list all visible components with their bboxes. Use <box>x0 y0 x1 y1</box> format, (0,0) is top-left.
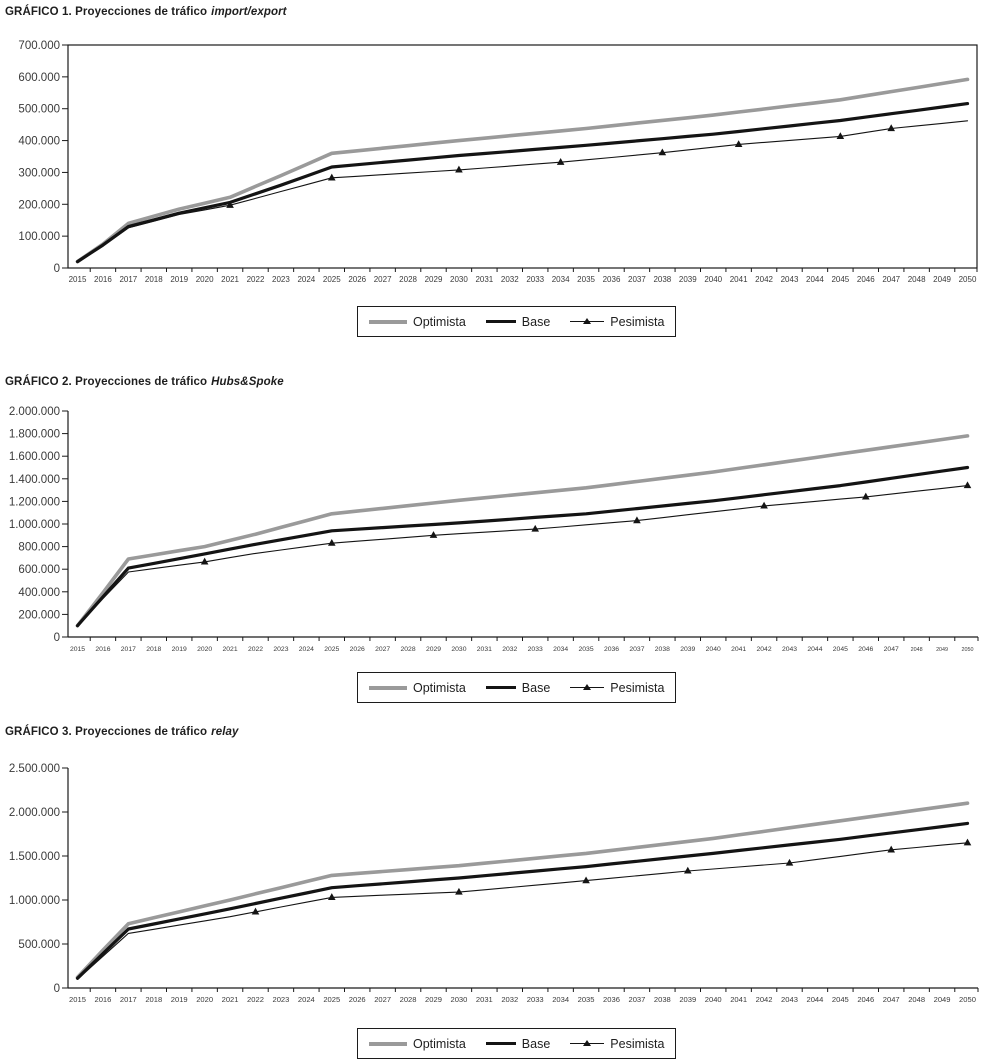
legend-item-pesimista <box>570 315 664 329</box>
pesimista-line-sample <box>570 321 604 322</box>
base-line-sample <box>486 320 516 324</box>
x-tick-label: 2038 <box>653 275 672 284</box>
x-tick-label: 2025 <box>322 275 341 284</box>
x-tick-label: 2018 <box>146 646 162 653</box>
x-tick-label: 2019 <box>170 275 189 284</box>
x-tick-label: 2026 <box>349 646 365 653</box>
legend-item-pesimista <box>570 681 664 695</box>
y-tick-label: 1.000.000 <box>8 895 60 907</box>
chart-3-plot <box>9 763 978 1004</box>
legend-item-base <box>486 1037 551 1051</box>
x-tick-label: 2046 <box>856 275 875 284</box>
x-tick-label: 2047 <box>882 995 900 1004</box>
x-tick-label: 2040 <box>704 275 723 284</box>
x-tick-label: 2048 <box>907 275 926 284</box>
triangle-marker-icon <box>583 684 591 690</box>
y-tick-label: 800.000 <box>18 541 60 554</box>
base-line-sample <box>486 1042 516 1046</box>
y-tick-label: 0 <box>53 983 60 995</box>
x-tick-label: 2035 <box>577 275 595 284</box>
x-tick-label: 2042 <box>756 646 772 653</box>
legend-label-pesimista: Pesimista <box>610 314 665 329</box>
x-tick-label: 2016 <box>94 275 112 284</box>
optimista-line-sample <box>369 320 407 324</box>
legend-item-pesimista <box>570 1037 664 1051</box>
x-tick-label: 2027 <box>375 646 391 653</box>
y-tick-label: 0 <box>53 263 60 275</box>
y-tick-label: 1.800.000 <box>8 428 60 441</box>
y-tick-label: 1.200.000 <box>8 496 60 509</box>
x-tick-label: 2015 <box>69 995 86 1004</box>
y-tick-label: 400.000 <box>18 586 60 599</box>
x-tick-label: 2033 <box>526 995 544 1004</box>
x-tick-label: 2026 <box>348 275 367 284</box>
x-tick-label: 2049 <box>936 647 949 653</box>
x-tick-label: 2033 <box>527 646 543 653</box>
y-tick-label: 1.400.000 <box>8 473 60 486</box>
x-tick-label: 2030 <box>450 275 468 284</box>
x-tick-label: 2024 <box>298 646 314 653</box>
x-tick-label: 2043 <box>780 275 799 284</box>
y-tick-label: 200.000 <box>18 199 60 212</box>
x-tick-label: 2030 <box>451 646 467 653</box>
x-tick-label: 2043 <box>781 646 798 653</box>
x-tick-label: 2049 <box>933 995 951 1004</box>
x-tick-label: 2034 <box>551 275 570 284</box>
chart-3-title-italic: relay <box>211 726 239 738</box>
legend-item-base <box>486 681 551 695</box>
x-tick-label: 2042 <box>755 275 773 284</box>
x-tick-label: 2022 <box>246 275 265 284</box>
x-tick-label: 2041 <box>730 995 748 1004</box>
x-tick-label: 2037 <box>629 646 645 653</box>
x-tick-label: 2049 <box>933 275 951 284</box>
optimista-line-sample <box>369 686 407 690</box>
legend-label-pesimista: Pesimista <box>610 1036 665 1051</box>
x-tick-label: 2024 <box>297 995 315 1004</box>
legend-label-optimista: Optimista <box>413 1036 466 1051</box>
x-tick-label: 2036 <box>602 275 621 284</box>
x-tick-label: 2048 <box>910 647 923 653</box>
x-tick-label: 2033 <box>526 275 545 284</box>
series-line-optimista <box>78 79 968 261</box>
x-tick-label: 2027 <box>374 995 392 1004</box>
x-tick-label: 2044 <box>807 646 823 653</box>
chart-3-title <box>5 726 239 738</box>
x-tick-label: 2032 <box>502 646 518 653</box>
x-tick-label: 2029 <box>425 646 442 653</box>
x-tick-label: 2018 <box>145 995 163 1004</box>
x-tick-label: 2032 <box>501 995 519 1004</box>
x-tick-label: 2020 <box>196 995 214 1004</box>
x-tick-label: 2017 <box>119 275 138 284</box>
y-tick-label: 2.500.000 <box>8 763 60 775</box>
legend-item-optimista <box>369 1037 466 1051</box>
x-tick-label: 2017 <box>120 646 136 653</box>
x-tick-label: 2035 <box>578 646 594 653</box>
y-axis <box>9 763 68 995</box>
y-tick-label: 600.000 <box>18 564 60 577</box>
chart-2-plot <box>9 406 978 653</box>
x-axis <box>69 988 978 1004</box>
triangle-marker-icon <box>583 1040 591 1046</box>
x-tick-label: 2039 <box>678 275 697 284</box>
legend-label-base: Base <box>521 1036 551 1051</box>
y-tick-label: 500.000 <box>18 939 60 951</box>
x-tick-label: 2020 <box>195 275 214 284</box>
x-tick-label: 2039 <box>679 995 697 1004</box>
x-tick-label: 2021 <box>221 275 239 284</box>
chart-1-title-text: GRÁFICO 1. Proyecciones de tráfico <box>5 6 208 18</box>
x-tick-label: 2028 <box>399 275 417 284</box>
x-tick-label: 2025 <box>323 995 341 1004</box>
legend-item-optimista <box>369 315 466 329</box>
x-tick-label: 2038 <box>654 646 670 653</box>
legend-item-optimista <box>369 681 466 695</box>
x-axis <box>70 637 978 653</box>
x-tick-label: 2021 <box>222 646 238 653</box>
x-tick-label: 2047 <box>883 646 899 653</box>
x-tick-label: 2022 <box>247 995 264 1004</box>
legend-label-base: Base <box>521 314 551 329</box>
x-tick-label: 2048 <box>908 995 926 1004</box>
x-tick-label: 2029 <box>424 275 443 284</box>
x-tick-label: 2038 <box>653 995 671 1004</box>
triangle-marker-icon <box>583 318 591 324</box>
x-tick-label: 2039 <box>680 646 696 653</box>
x-tick-label: 2050 <box>959 995 976 1004</box>
y-tick-label: 0 <box>53 632 60 644</box>
x-tick-label: 2037 <box>628 275 646 284</box>
y-tick-label: 500.000 <box>18 103 60 116</box>
x-tick-label: 2050 <box>958 275 977 284</box>
chart-3-legend <box>357 1028 676 1059</box>
series-markers-pesimista <box>226 124 895 208</box>
x-tick-label: 2036 <box>603 995 620 1004</box>
x-tick-label: 2045 <box>831 275 850 284</box>
x-tick-label: 2031 <box>475 275 494 284</box>
x-tick-label: 2040 <box>704 995 722 1004</box>
legend-label-optimista: Optimista <box>413 314 466 329</box>
y-tick-label: 2.000.000 <box>8 406 60 418</box>
pesimista-line-sample <box>570 687 604 688</box>
x-tick-label: 2024 <box>297 275 316 284</box>
y-tick-label: 1.500.000 <box>8 851 60 863</box>
legend-label-base: Base <box>521 680 551 695</box>
x-tick-label: 2043 <box>781 995 798 1004</box>
x-tick-label: 2019 <box>171 646 187 653</box>
legend-label-pesimista: Pesimista <box>610 680 665 695</box>
series-line-pesimista <box>78 486 968 626</box>
chart-1-title <box>5 6 287 18</box>
pesimista-line-sample <box>570 1043 604 1044</box>
x-tick-label: 2041 <box>731 646 747 653</box>
chart-2-legend <box>357 672 676 703</box>
x-tick-label: 2016 <box>94 995 112 1004</box>
x-axis <box>69 268 977 284</box>
chart-2-title <box>5 376 284 388</box>
x-tick-label: 2046 <box>857 995 875 1004</box>
x-tick-label: 2046 <box>858 646 874 653</box>
legend-item-base <box>486 315 551 329</box>
x-tick-label: 2034 <box>552 995 570 1004</box>
x-tick-label: 2017 <box>119 995 137 1004</box>
x-tick-label: 2028 <box>400 646 416 653</box>
x-tick-label: 2016 <box>95 646 111 653</box>
x-tick-label: 2023 <box>273 646 289 653</box>
x-tick-label: 2044 <box>806 995 824 1004</box>
x-tick-label: 2025 <box>324 646 340 653</box>
x-tick-label: 2030 <box>450 995 468 1004</box>
x-tick-label: 2015 <box>69 646 86 653</box>
x-tick-label: 2037 <box>628 995 646 1004</box>
x-tick-label: 2027 <box>373 275 392 284</box>
y-tick-label: 700.000 <box>18 40 60 52</box>
x-tick-label: 2019 <box>170 995 188 1004</box>
y-tick-label: 1.000.000 <box>8 519 60 531</box>
series-line-optimista <box>78 436 968 626</box>
series-line-base <box>78 104 968 262</box>
optimista-line-sample <box>369 1042 407 1046</box>
chart-2-title-text: GRÁFICO 2. Proyecciones de tráfico <box>5 376 208 388</box>
plot-border <box>68 45 977 268</box>
chart-1-plot <box>18 40 977 284</box>
y-tick-label: 2.000.000 <box>8 807 60 819</box>
legend-label-optimista: Optimista <box>413 680 466 695</box>
x-tick-label: 2045 <box>831 995 849 1004</box>
y-tick-label: 400.000 <box>18 135 60 148</box>
chart-2-title-italic: Hubs&Spoke <box>211 376 284 388</box>
chart-3-title-text: GRÁFICO 3. Proyecciones de tráfico <box>5 726 208 738</box>
x-tick-label: 2034 <box>553 646 569 653</box>
x-tick-label: 2031 <box>475 995 493 1004</box>
x-tick-label: 2040 <box>705 646 721 653</box>
x-tick-label: 2028 <box>399 995 417 1004</box>
x-tick-label: 2045 <box>832 646 848 653</box>
x-tick-label: 2022 <box>247 646 264 653</box>
x-tick-label: 2018 <box>144 275 163 284</box>
x-tick-label: 2029 <box>425 995 442 1004</box>
x-tick-label: 2035 <box>577 995 595 1004</box>
y-tick-label: 600.000 <box>18 71 60 84</box>
y-tick-label: 200.000 <box>18 609 60 622</box>
x-tick-label: 2031 <box>476 646 492 653</box>
x-tick-label: 2036 <box>603 646 620 653</box>
x-tick-label: 2023 <box>272 275 290 284</box>
base-line-sample <box>486 686 516 690</box>
chart-1-title-italic: import/export <box>211 6 287 18</box>
series-line-optimista <box>78 803 968 977</box>
x-tick-label: 2021 <box>221 995 239 1004</box>
y-axis <box>9 406 68 644</box>
x-tick-label: 2047 <box>882 275 901 284</box>
x-tick-label: 2041 <box>729 275 748 284</box>
x-tick-label: 2015 <box>68 275 87 284</box>
x-tick-label: 2032 <box>500 275 519 284</box>
y-axis <box>18 40 68 275</box>
series-markers-pesimista <box>201 481 971 564</box>
y-tick-label: 100.000 <box>18 231 60 244</box>
x-tick-label: 2044 <box>806 275 824 284</box>
series-line-pesimista <box>78 121 968 262</box>
y-tick-label: 1.600.000 <box>8 451 60 464</box>
series-line-base <box>78 823 968 978</box>
x-tick-label: 2023 <box>272 995 290 1004</box>
chart-1-legend <box>357 306 676 337</box>
x-tick-label: 2042 <box>755 995 773 1004</box>
x-tick-label: 2050 <box>961 647 974 653</box>
x-tick-label: 2020 <box>197 646 213 653</box>
x-tick-label: 2026 <box>348 995 366 1004</box>
y-tick-label: 300.000 <box>18 167 60 180</box>
